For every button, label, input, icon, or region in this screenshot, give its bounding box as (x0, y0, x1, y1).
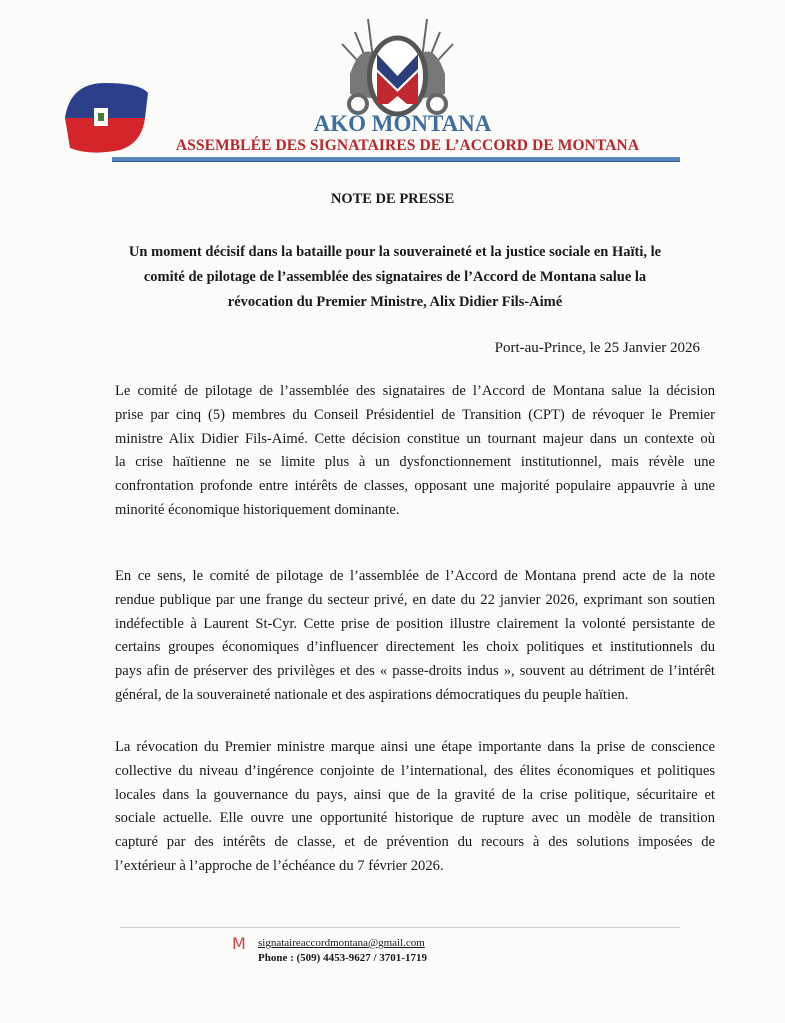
text-line: sociale actuelle. Elle ouvre une opportunité historique de rupture avec un modèle de transition (115, 810, 715, 827)
paragraph-3 (115, 736, 715, 879)
text-line: pays afin de préserver des privilèges et des « passe-droits indus », souvent au détriment de l’intérêt (115, 663, 715, 680)
text-line: indéfectible à Laurent St-Cyr. Cette prise de position illustre clairement la volonté persistante de (115, 615, 715, 632)
text-line: certains groupes économiques d’influencer directement les choix politiques et institutionnels du (115, 639, 715, 656)
paragraph-1 (115, 380, 715, 523)
title-line: Un moment décisif dans la bataille pour la souveraineté et la justice sociale en Haïti, le (128, 244, 662, 260)
phone-number: Phone : (509) 4453-9627 / 3701-1719 (258, 952, 427, 964)
gmail-icon: M (232, 934, 246, 953)
text-line: l’extérieur à l’approche de l’échéance du 7 février 2026. (115, 857, 444, 874)
text-line: Le comité de pilotage de l’assemblée des signataires de l’Accord de Montana salue la décision (115, 383, 715, 399)
paragraph-2 (115, 565, 715, 708)
text-line: collective du niveau d’ingérence conjointe de l’international, des élites économiques et politiques (115, 762, 715, 779)
text-line: La révocation du Premier ministre marque ainsi une étape importante dans la prise de conscience (115, 739, 715, 755)
text-line: rendue publique par une frange du secteur privé, en date du 22 janvier 2026, exprimant son soutien (115, 591, 715, 608)
date-line: Port-au-Prince, le 25 Janvier 2026 (494, 340, 700, 356)
footer-divider (120, 927, 680, 928)
text-line: la crise haïtienne ne se limite plus à un dysfonctionnement institutionnel, mais révèle une (115, 454, 715, 471)
title-line: révocation du Premier Ministre, Alix Didier Fils-Aimé (227, 294, 563, 310)
text-line: confrontation profonde entre intérêts de classes, opposant une majorité populaire appauvrie à une (115, 478, 715, 495)
header-divider (112, 157, 680, 162)
text-line: En ce sens, le comité de pilotage de l’assemblée de l’Accord de Montana prend acte de la note (115, 568, 715, 584)
note-label: NOTE DE PRESSE (330, 191, 455, 207)
montana-logo (330, 14, 465, 119)
text-line: prise par cinq (5) membres du Conseil Présidentiel de Transition (CPT) de révoquer le Premier (115, 406, 715, 423)
text-line: locales dans la gouvernance du pays, ainsi que de la gravité de la crise politique, sécuritaire et (115, 786, 715, 803)
press-title (100, 240, 690, 315)
org-subtitle: ASSEMBLÉE DES SIGNATAIRES DE L’ACCORD DE MONTANA (175, 137, 640, 154)
email-link[interactable]: signataireaccordmontana@gmail.com (258, 937, 425, 949)
title-line: comité de pilotage de l’assemblée des signataires de l’Accord de Montana salue la (143, 269, 647, 285)
text-line: capturé par des intérêts de classe, et de prévention du recours à des solutions imposées de (115, 834, 715, 851)
text-line: général, de la souveraineté nationale et des aspirations démocratiques du peuple haïtien. (115, 686, 629, 703)
org-name: AKÒ MONTANA (313, 111, 492, 136)
text-line: minorité économique historiquement dominante. (115, 501, 400, 518)
text-line: ministre Alix Didier Fils-Aimé. Cette décision constitue un tournant majeur dans un contexte où (115, 430, 715, 447)
